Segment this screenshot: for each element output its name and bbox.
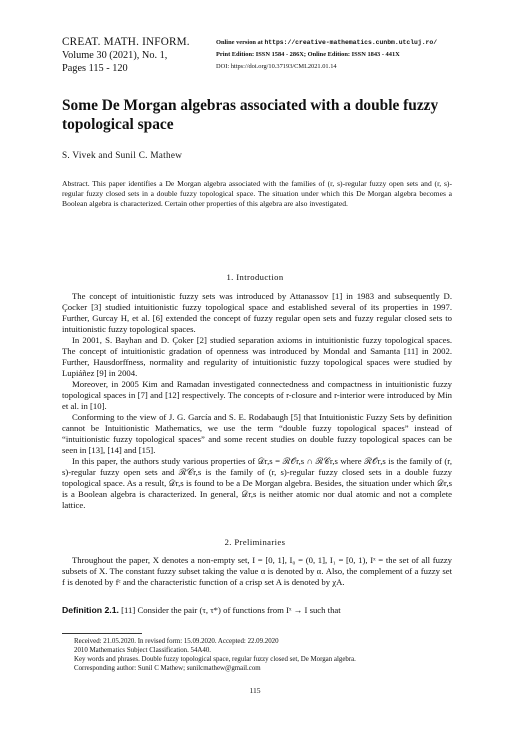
- footnote-divider: [62, 633, 142, 634]
- publication-info: [216, 37, 486, 74]
- page-range: Pages 115 - 120: [62, 63, 128, 74]
- abstract: [62, 179, 452, 209]
- definition-text: [11] Consider the pair (τ, τ*) of functions from Iˣ → I such that: [121, 605, 341, 615]
- abstract-label: Abstract.: [62, 179, 90, 188]
- footnote-keywords: Key words and phrases. Double fuzzy topological space, regular fuzzy closed set, De Morgan algebra.: [74, 656, 356, 663]
- online-url-link[interactable]: https://creative-mathematics.cunbm.utcluj.ro/: [264, 39, 438, 46]
- paper-title: Some De Morgan algebras associated with a double fuzzy topological space: [62, 97, 439, 133]
- journal-name: CREAT. MATH. INFORM.: [62, 36, 190, 48]
- footnote-corresponding-author: Corresponding author: Sunil C Mathew; sunilcmathew@gmail.com: [74, 665, 261, 672]
- volume-line: Volume 30 (2021), No. 1,: [62, 50, 168, 61]
- intro-paragraph-1: The concept of intuitionistic fuzzy sets was introduced by Attanassov [1] in 1983 and subsequently D. Çocker [3] studied intuitionistic fuzzy topological space and established several of its properties in 1997. Further, Gurcay H, et al. [6] extended the concept of fuzzy regular open sets and fuzzy regular closed sets to intuitionistic fuzzy topological spaces.: [62, 291, 452, 335]
- section-heading-introduction: 1. Introduction: [226, 272, 284, 282]
- abstract-text: This paper identifies a De Morgan algebra associated with the families of (r, s)-regular fuzzy open sets and (r, s)-regular fuzzy closed sets in a double fuzzy topological space. The situation under which this De Morgan algebra becomes a Boolean algebra is characterized. Certain other properties of this algebra are also investigated.: [62, 179, 452, 208]
- author-list: S. Vivek and Sunil C. Mathew: [62, 150, 183, 160]
- online-version: Online version at https://creative-mathematics.cunbm.utcluj.ro/: [216, 39, 438, 46]
- intro-paragraph-4: Conforming to the view of J. G. García and S. E. Rodabaugh [5] that Intuitionistic Fuzzy Sets by definition cannot be Intuitionistic Mathematics, we use the term “double fuzzy topological spaces” instead of “intuitionistic fuzzy topological spaces” and some recent studies on double fuzzy topological spaces can be seen in [13], [14] and [15].: [62, 412, 452, 456]
- issn-line: Print Edition: ISSN 1584 - 286X; Online Edition: ISSN 1843 - 441X: [216, 51, 400, 59]
- definition-label: Definition 2.1.: [62, 605, 119, 615]
- prelim-paragraph-1: Throughout the paper, X denotes a non-empty set, I = [0, 1], I₀ = (0, 1], I₁ = [0, 1), Iˣ = the set of all fuzzy subsets of X. The constant fuzzy subset taking the value α is denoted by α. Also, the complement of a fuzzy set f is denoted by fᶜ and the characteristic function of a crisp set A is denoted by χA.: [62, 555, 452, 588]
- footnote-received: Received: 21.05.2020. In revised form: 15.09.2020. Accepted: 22.09.2020: [74, 638, 279, 645]
- footnote-msc: 2010 Mathematics Subject Classification. 54A40.: [74, 647, 212, 654]
- definition-2-1: [62, 605, 452, 616]
- page-number: 115: [249, 686, 261, 695]
- section-heading-preliminaries: 2. Preliminaries: [224, 537, 286, 547]
- journal-header: [62, 36, 212, 75]
- doi-line[interactable]: DOI: https://doi.org/10.37193/CMI.2021.01.14: [216, 63, 337, 71]
- intro-paragraph-5: In this paper, the authors study various properties of 𝒟r,s = ℛ𝒪r,s ∩ ℛ𝒞r,s where ℛ𝒪r,s is the family of (r, s)-regular fuzzy open sets and ℛ𝒞r,s is the family of (r, s)-regular fuzzy closed sets in a double fuzzy topological space. As a result, 𝒟r,s is found to be a De Morgan algebra. Besides, the situation under which 𝒟r,s is a Boolean algebra is characterized. In general, 𝒟r,s is neither atomic nor dual atomic and not a complete lattice.: [62, 456, 452, 511]
- intro-paragraph-3: Moreover, in 2005 Kim and Ramadan investigated connectedness and compactness in intuitionistic fuzzy topological spaces in [7] and [12] respectively. The concepts of r-closure and r-interior were introduced by Min et al. in [10].: [62, 379, 452, 412]
- intro-paragraph-2: In 2001, S. Bayhan and D. Çoker [2] studied separation axioms in intuitionistic fuzzy topological spaces. The concept of intuitionistic gradation of openness was introduced by Mondal and Samanta [11] in 2002. Further, Hausdorffness, normality and regularity of intuitionistic fuzzy topological spaces were studied by Lupiáñez [9] in 2004.: [62, 335, 452, 379]
